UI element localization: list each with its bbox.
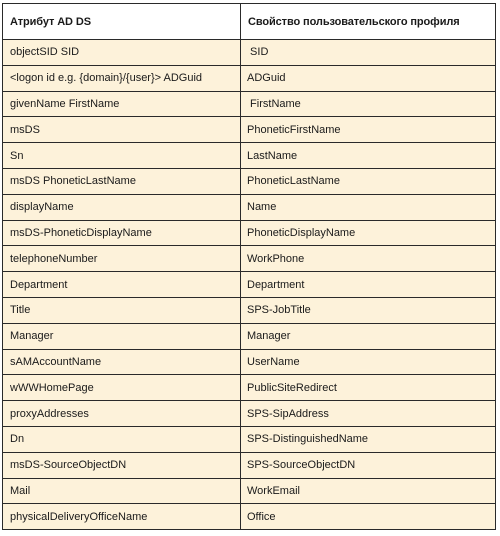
ad-ds-attribute-cell: Sn xyxy=(3,143,241,169)
table-row xyxy=(3,504,496,530)
table-row xyxy=(3,220,496,246)
ad-ds-attribute-cell: msDS-PhoneticDisplayName xyxy=(3,220,241,246)
table-row xyxy=(3,426,496,452)
ad-ds-attribute-cell: Dn xyxy=(3,426,241,452)
ad-ds-attribute-cell: msDS-SourceObjectDN xyxy=(3,452,241,478)
table-row xyxy=(3,349,496,375)
table-row xyxy=(3,375,496,401)
table-row xyxy=(3,40,496,66)
user-profile-property-cell: UserName xyxy=(241,349,496,375)
user-profile-property-cell: WorkEmail xyxy=(241,478,496,504)
ad-ds-attribute-cell: sAMAccountName xyxy=(3,349,241,375)
user-profile-property-cell: LastName xyxy=(241,143,496,169)
ad-ds-attribute-cell: Department xyxy=(3,272,241,298)
user-profile-property-cell: Manager xyxy=(241,323,496,349)
user-profile-property-cell: Office xyxy=(241,504,496,530)
header-ad-ds-attribute: Атрибут AD DS xyxy=(3,4,241,40)
table-row xyxy=(3,168,496,194)
table-row xyxy=(3,246,496,272)
table-row xyxy=(3,91,496,117)
table-row xyxy=(3,272,496,298)
user-profile-property-cell: PhoneticDisplayName xyxy=(241,220,496,246)
user-profile-property-cell: WorkPhone xyxy=(241,246,496,272)
user-profile-property-cell: PhoneticFirstName xyxy=(241,117,496,143)
ad-ds-attribute-cell: wWWHomePage xyxy=(3,375,241,401)
user-profile-property-cell: SPS-DistinguishedName xyxy=(241,426,496,452)
user-profile-property-cell: ADGuid xyxy=(241,65,496,91)
ad-ds-attribute-cell: Manager xyxy=(3,323,241,349)
user-profile-property-cell: SPS-JobTitle xyxy=(241,297,496,323)
attribute-mapping-table-container xyxy=(2,3,495,530)
ad-ds-attribute-cell: Title xyxy=(3,297,241,323)
table-header xyxy=(3,4,496,40)
table-row xyxy=(3,117,496,143)
ad-ds-attribute-cell: displayName xyxy=(3,194,241,220)
ad-ds-attribute-cell: objectSID SID xyxy=(3,40,241,66)
ad-ds-attribute-cell: proxyAddresses xyxy=(3,401,241,427)
user-profile-property-cell: SPS-SourceObjectDN xyxy=(241,452,496,478)
user-profile-property-cell: SPS-SipAddress xyxy=(241,401,496,427)
user-profile-property-cell: FirstName xyxy=(241,91,496,117)
table-row xyxy=(3,194,496,220)
user-profile-property-cell: PhoneticLastName xyxy=(241,168,496,194)
header-row xyxy=(3,4,496,40)
user-profile-property-cell: PublicSiteRedirect xyxy=(241,375,496,401)
user-profile-property-cell: SID xyxy=(241,40,496,66)
table-row xyxy=(3,452,496,478)
user-profile-property-cell: Department xyxy=(241,272,496,298)
table-body xyxy=(3,40,496,530)
table-row xyxy=(3,401,496,427)
table-row xyxy=(3,478,496,504)
table-row xyxy=(3,297,496,323)
ad-ds-attribute-cell: msDS PhoneticLastName xyxy=(3,168,241,194)
ad-ds-attribute-cell: Mail xyxy=(3,478,241,504)
table-row xyxy=(3,323,496,349)
header-user-profile-property: Свойство пользовательского профиля xyxy=(241,4,496,40)
table-row xyxy=(3,65,496,91)
ad-ds-attribute-cell: physicalDeliveryOfficeName xyxy=(3,504,241,530)
ad-ds-attribute-cell: <logon id e.g. {domain}/{user}> ADGuid xyxy=(3,65,241,91)
ad-ds-attribute-cell: givenName FirstName xyxy=(3,91,241,117)
user-profile-property-cell: Name xyxy=(241,194,496,220)
attribute-mapping-table xyxy=(2,3,496,530)
ad-ds-attribute-cell: telephoneNumber xyxy=(3,246,241,272)
table-row xyxy=(3,143,496,169)
ad-ds-attribute-cell: msDS xyxy=(3,117,241,143)
